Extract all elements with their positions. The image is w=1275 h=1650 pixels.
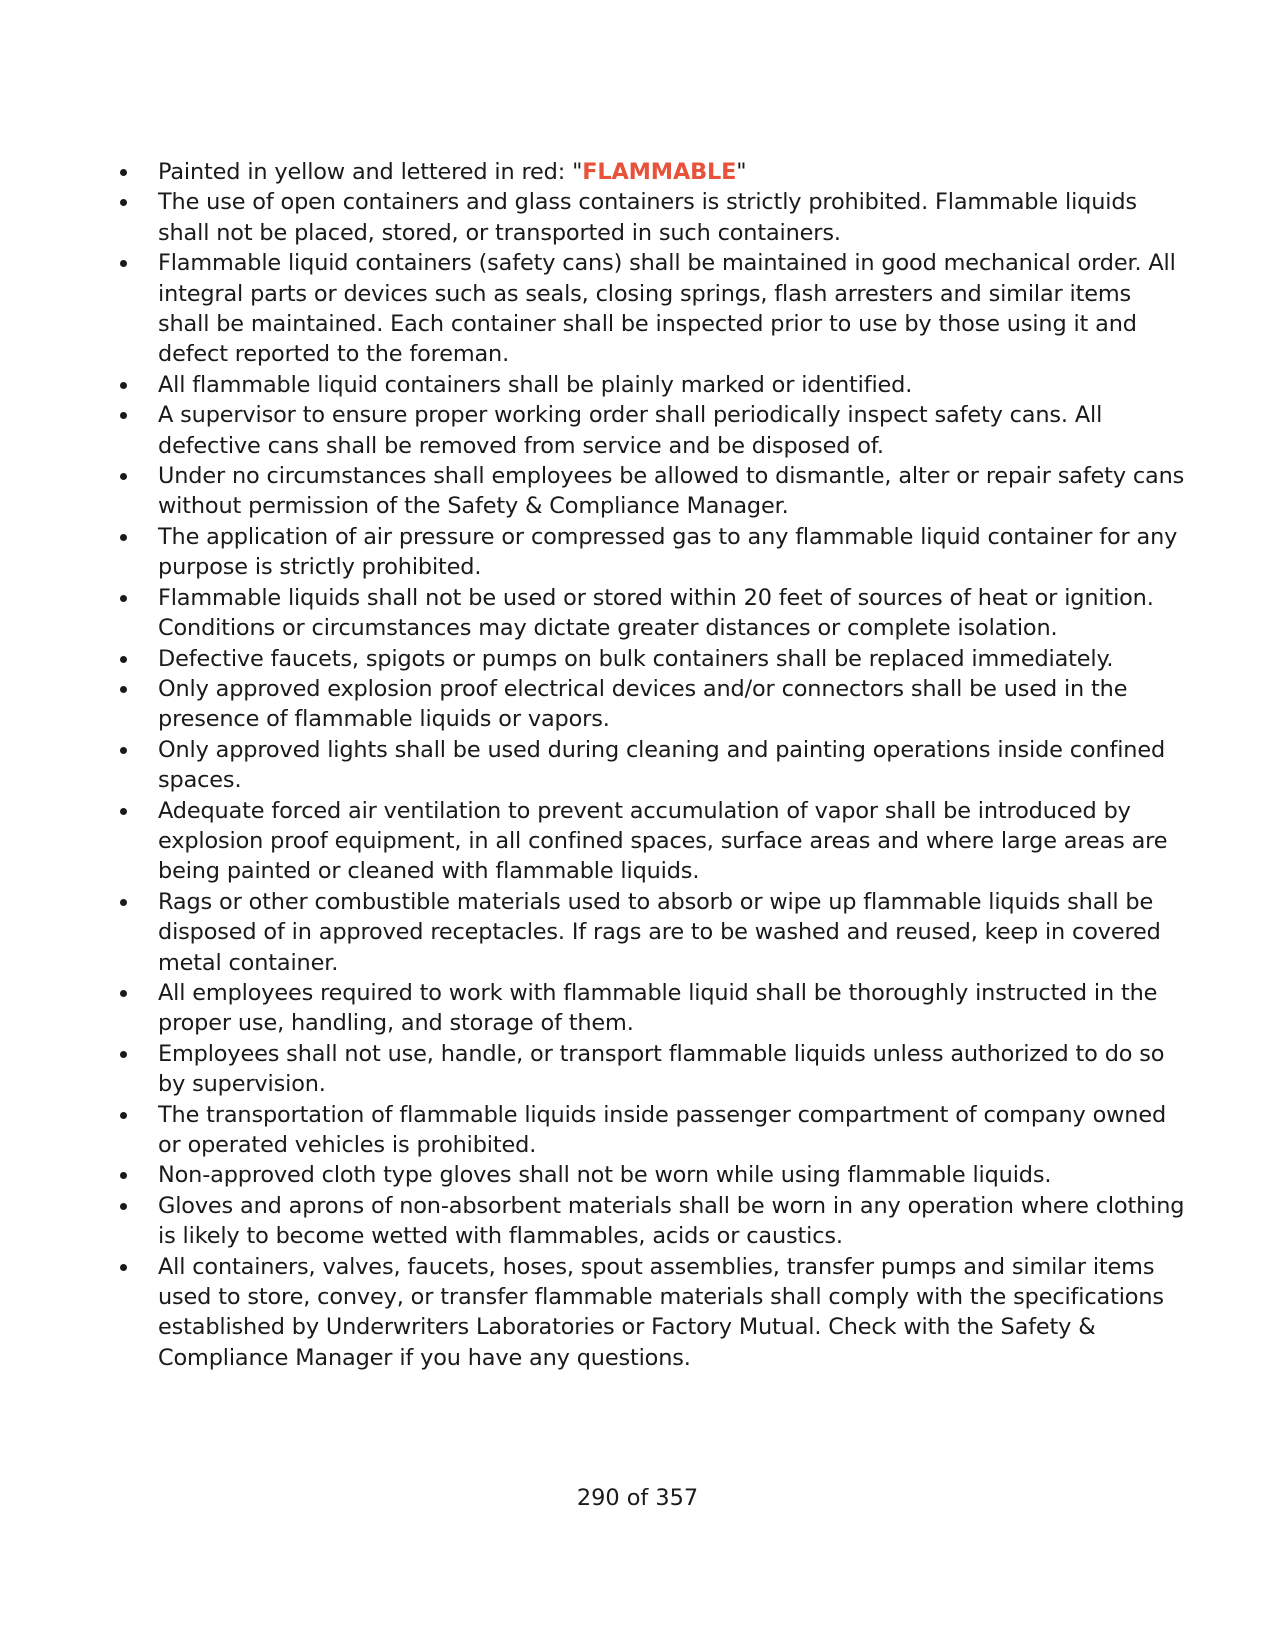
list-item-text: A supervisor to ensure proper working order shall periodically inspect safety cans. All defective cans shall be removed from service and be disposed of. xyxy=(158,402,1103,459)
bullet-icon xyxy=(120,199,127,206)
bullet-icon xyxy=(120,656,127,663)
item-suffix-text: " xyxy=(736,159,747,185)
bullet-icon xyxy=(120,808,127,815)
list-item-text: The transportation of flammable liquids inside passenger compartment of company owned or operated vehicles is prohibited. xyxy=(158,1101,1167,1158)
bullet-icon xyxy=(120,534,127,541)
list-item xyxy=(115,187,1185,248)
list-item-text: Flammable liquid containers (safety cans) shall be maintained in good mechanical order. All integral parts or devices such as seals, closing springs, flash arresters and similar items shall be maintained. Each container shall be inspected prior to use by those using it and defect reported to the foreman. xyxy=(158,250,1176,368)
list-item-text: The application of air pressure or compressed gas to any flammable liquid container for any purpose is strictly prohibited. xyxy=(158,523,1178,581)
bullet-icon xyxy=(120,1264,127,1271)
list-item-text: Rags or other combustible materials used to absorb or wipe up flammable liquids shall be disposed of in approved receptacles. If rags are to be washed and reused, keep in covered metal container. xyxy=(158,888,1161,976)
list-item xyxy=(115,796,1185,887)
list-item xyxy=(115,157,1185,187)
bullet-icon xyxy=(120,260,127,267)
list-item xyxy=(115,1160,1185,1190)
list-item xyxy=(115,522,1185,583)
bullet-icon xyxy=(120,1112,127,1119)
list-item xyxy=(115,1100,1185,1161)
list-item-text: Adequate forced air ventilation to prevent accumulation of vapor shall be introduced by explosion proof equipment, in all confined spaces, surface areas and where large areas are being painted or cleaned with flammable liquids. xyxy=(158,797,1168,885)
list-item-text: Employees shall not use, handle, or transport flammable liquids unless authorized to do so by supervision. xyxy=(158,1040,1165,1098)
bullet-icon xyxy=(120,990,127,997)
list-item-text: Gloves and aprons of non-absorbent materials shall be worn in any operation where clothing is likely to become wetted with flammables, acids or caustics. xyxy=(158,1192,1185,1250)
list-item xyxy=(115,1191,1185,1252)
bullet-icon xyxy=(120,412,127,419)
bullet-icon xyxy=(120,473,127,480)
list-item xyxy=(115,1039,1185,1100)
bullet-icon xyxy=(120,595,127,602)
list-item-text: Defective faucets, spigots or pumps on bulk containers shall be replaced immediately. xyxy=(158,645,1114,672)
list-item xyxy=(115,461,1185,522)
bullet-icon xyxy=(120,1051,127,1058)
bullet-icon xyxy=(120,382,127,389)
list-item xyxy=(115,735,1185,796)
bullet-icon xyxy=(120,1172,127,1179)
list-item-text: All flammable liquid containers shall be plainly marked or identified. xyxy=(158,371,913,398)
list-item-text: All containers, valves, faucets, hoses, spout assemblies, transfer pumps and similar items used to store, convey, or transfer flammable materials shall comply with the specifications established by Underwriters Laboratories or Factory Mutual. Check with the Safety & Compliance Manager if you have any questions. xyxy=(158,1253,1164,1371)
page-number: 290 of 357 xyxy=(576,1485,699,1511)
bullet-icon xyxy=(120,169,127,176)
bullet-icon xyxy=(120,686,127,693)
list-item xyxy=(115,887,1185,978)
list-item-text: Under no circumstances shall employees be allowed to dismantle, alter or repair safety cans without permission of the Safety & Compliance Manager. xyxy=(158,463,1185,520)
bullet-icon xyxy=(120,747,127,754)
bullet-icon xyxy=(120,899,127,906)
list-item xyxy=(115,1252,1185,1374)
list-item xyxy=(115,674,1185,735)
list-item xyxy=(115,400,1185,461)
list-item-text: All employees required to work with flammable liquid shall be thoroughly instructed in the proper use, handling, and storage of them. xyxy=(158,979,1158,1037)
list-item xyxy=(115,248,1185,370)
list-item-text: Flammable liquids shall not be used or stored within 20 feet of sources of heat or ignition. Conditions or circumstances may dictate greater distances or complete isolation. xyxy=(158,584,1154,642)
list-item-text: Only approved lights shall be used during cleaning and painting operations inside confined spaces. xyxy=(158,736,1166,794)
flammable-highlight: FLAMMABLE xyxy=(582,159,737,185)
list-item-text: Only approved explosion proof electrical devices and/or connectors shall be used in the presence of flammable liquids or vapors. xyxy=(158,675,1128,733)
list-item xyxy=(115,370,1185,400)
item-prefix-text: Painted in yellow and lettered in red: " xyxy=(158,159,583,185)
list-item xyxy=(115,644,1185,674)
bullet-icon xyxy=(120,1203,127,1210)
list-item-text: The use of open containers and glass containers is strictly prohibited. Flammable liquids shall not be placed, stored, or transported in such containers. xyxy=(158,189,1137,246)
list-item-text: Non-approved cloth type gloves shall not be worn while using flammable liquids. xyxy=(158,1162,1052,1189)
list-item xyxy=(115,978,1185,1039)
flammable-rules-list xyxy=(115,157,1185,1373)
list-item xyxy=(115,583,1185,644)
